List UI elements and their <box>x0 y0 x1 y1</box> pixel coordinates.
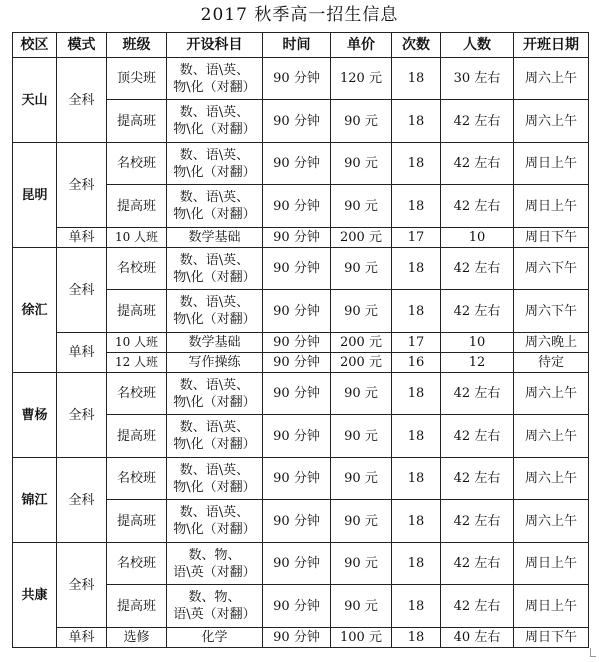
price-cell: 200 元 <box>331 228 392 248</box>
table-row <box>13 58 589 100</box>
price-cell: 90 元 <box>331 100 392 143</box>
mode-cell: 单科 <box>57 228 107 248</box>
table-row <box>13 373 589 415</box>
class-cell: 顶尖班 <box>107 58 167 100</box>
header-start: 开班日期 <box>514 33 589 58</box>
size-cell: 30 左右 <box>441 58 514 100</box>
count-cell: 18 <box>392 585 441 628</box>
start-cell: 待定 <box>514 353 589 373</box>
size-cell: 42 左右 <box>441 373 514 415</box>
count-cell: 18 <box>392 290 441 333</box>
subjects-cell: 数学基础 <box>167 333 263 353</box>
time-cell: 90 分钟 <box>263 500 331 543</box>
count-cell: 18 <box>392 543 441 585</box>
count-cell: 18 <box>392 100 441 143</box>
size-cell: 10 <box>441 228 514 248</box>
header-campus: 校区 <box>13 33 57 58</box>
mode-cell: 单科 <box>57 333 107 373</box>
subjects-cell: 数、物、 语\英（对翻） <box>167 585 263 628</box>
class-cell: 提高班 <box>107 585 167 628</box>
start-cell: 周六上午 <box>514 58 589 100</box>
header-time: 时间 <box>263 33 331 58</box>
class-cell: 10 人班 <box>107 228 167 248</box>
price-cell: 90 元 <box>331 248 392 290</box>
size-cell: 12 <box>441 353 514 373</box>
table-row <box>13 333 589 353</box>
mode-cell: 全科 <box>57 373 107 458</box>
class-cell: 提高班 <box>107 185 167 228</box>
price-cell: 90 元 <box>331 290 392 333</box>
count-cell: 18 <box>392 628 441 648</box>
class-cell: 10 人班 <box>107 333 167 353</box>
class-cell: 提高班 <box>107 290 167 333</box>
size-cell: 42 左右 <box>441 500 514 543</box>
subjects-cell: 数、语\英、 物\化（对翻） <box>167 143 263 185</box>
class-cell: 名校班 <box>107 143 167 185</box>
price-cell: 90 元 <box>331 500 392 543</box>
count-cell: 18 <box>392 415 441 458</box>
subjects-cell: 化学 <box>167 628 263 648</box>
count-cell: 16 <box>392 353 441 373</box>
page-corner-mark <box>590 648 596 657</box>
mode-cell: 全科 <box>57 458 107 543</box>
count-cell: 18 <box>392 458 441 500</box>
class-cell: 名校班 <box>107 458 167 500</box>
subjects-cell: 数、语\英、 物\化（对翻） <box>167 248 263 290</box>
campus-cell: 共康 <box>13 543 57 648</box>
header-row <box>13 33 589 58</box>
time-cell: 90 分钟 <box>263 353 331 373</box>
price-cell: 90 元 <box>331 458 392 500</box>
class-cell: 12 人班 <box>107 353 167 373</box>
price-cell: 90 元 <box>331 185 392 228</box>
start-cell: 周日上午 <box>514 543 589 585</box>
header-size: 人数 <box>441 33 514 58</box>
time-cell: 90 分钟 <box>263 458 331 500</box>
time-cell: 90 分钟 <box>263 415 331 458</box>
size-cell: 42 左右 <box>441 248 514 290</box>
price-cell: 200 元 <box>331 353 392 373</box>
page-title: 2017 秋季高一招生信息 <box>200 5 399 25</box>
header-class: 班级 <box>107 33 167 58</box>
campus-cell: 锦江 <box>13 458 57 543</box>
size-cell: 42 左右 <box>441 458 514 500</box>
start-cell: 周六上午 <box>514 500 589 543</box>
time-cell: 90 分钟 <box>263 585 331 628</box>
price-cell: 90 元 <box>331 543 392 585</box>
start-cell: 周六下午 <box>514 248 589 290</box>
header-subjects: 开设科目 <box>167 33 263 58</box>
time-cell: 90 分钟 <box>263 290 331 333</box>
subjects-cell: 写作操练 <box>167 353 263 373</box>
start-cell: 周日上午 <box>514 185 589 228</box>
subjects-cell: 数、语\英、 物\化（对翻） <box>167 58 263 100</box>
time-cell: 90 分钟 <box>263 143 331 185</box>
class-cell: 选修 <box>107 628 167 648</box>
size-cell: 42 左右 <box>441 100 514 143</box>
time-cell: 90 分钟 <box>263 628 331 648</box>
price-cell: 120 元 <box>331 58 392 100</box>
mode-cell: 全科 <box>57 58 107 143</box>
campus-cell: 徐汇 <box>13 248 57 373</box>
table-row <box>13 458 589 500</box>
mode-cell: 全科 <box>57 143 107 228</box>
time-cell: 90 分钟 <box>263 373 331 415</box>
price-cell: 90 元 <box>331 585 392 628</box>
header-count: 次数 <box>392 33 441 58</box>
count-cell: 17 <box>392 228 441 248</box>
header-mode: 模式 <box>57 33 107 58</box>
subjects-cell: 数、语\英、 物\化（对翻） <box>167 373 263 415</box>
start-cell: 周六上午 <box>514 415 589 458</box>
enrollment-table <box>12 32 589 648</box>
mode-cell: 单科 <box>57 628 107 648</box>
start-cell: 周六晚上 <box>514 333 589 353</box>
mode-cell: 全科 <box>57 248 107 333</box>
class-cell: 名校班 <box>107 248 167 290</box>
subjects-cell: 数学基础 <box>167 228 263 248</box>
campus-cell: 天山 <box>13 58 57 143</box>
price-cell: 90 元 <box>331 373 392 415</box>
time-cell: 90 分钟 <box>263 333 331 353</box>
start-cell: 周六上午 <box>514 373 589 415</box>
table-row <box>13 543 589 585</box>
time-cell: 90 分钟 <box>263 100 331 143</box>
size-cell: 42 左右 <box>441 585 514 628</box>
start-cell: 周六上午 <box>514 100 589 143</box>
count-cell: 18 <box>392 185 441 228</box>
subjects-cell: 数、语\英、 物\化（对翻） <box>167 500 263 543</box>
start-cell: 周日上午 <box>514 143 589 185</box>
size-cell: 42 左右 <box>441 415 514 458</box>
subjects-cell: 数、语\英、 物\化（对翻） <box>167 290 263 333</box>
subjects-cell: 数、语\英、 物\化（对翻） <box>167 458 263 500</box>
count-cell: 18 <box>392 373 441 415</box>
header-price: 单价 <box>331 33 392 58</box>
count-cell: 18 <box>392 143 441 185</box>
size-cell: 10 <box>441 333 514 353</box>
subjects-cell: 数、物、 语\英（对翻） <box>167 543 263 585</box>
table-row <box>13 228 589 248</box>
class-cell: 提高班 <box>107 500 167 543</box>
price-cell: 200 元 <box>331 333 392 353</box>
subjects-cell: 数、语\英、 物\化（对翻） <box>167 100 263 143</box>
count-cell: 18 <box>392 248 441 290</box>
size-cell: 40 左右 <box>441 628 514 648</box>
time-cell: 90 分钟 <box>263 228 331 248</box>
class-cell: 提高班 <box>107 415 167 458</box>
time-cell: 90 分钟 <box>263 58 331 100</box>
start-cell: 周六上午 <box>514 458 589 500</box>
time-cell: 90 分钟 <box>263 185 331 228</box>
size-cell: 42 左右 <box>441 185 514 228</box>
count-cell: 18 <box>392 500 441 543</box>
class-cell: 名校班 <box>107 543 167 585</box>
price-cell: 90 元 <box>331 143 392 185</box>
mode-cell: 全科 <box>57 543 107 628</box>
time-cell: 90 分钟 <box>263 543 331 585</box>
price-cell: 90 元 <box>331 415 392 458</box>
subjects-cell: 数、语\英、 物\化（对翻） <box>167 185 263 228</box>
start-cell: 周日下午 <box>514 628 589 648</box>
count-cell: 17 <box>392 333 441 353</box>
start-cell: 周日上午 <box>514 585 589 628</box>
class-cell: 名校班 <box>107 373 167 415</box>
count-cell: 18 <box>392 58 441 100</box>
table-row <box>13 143 589 185</box>
price-cell: 100 元 <box>331 628 392 648</box>
campus-cell: 昆明 <box>13 143 57 248</box>
start-cell: 周日下午 <box>514 228 589 248</box>
size-cell: 42 左右 <box>441 143 514 185</box>
start-cell: 周六下午 <box>514 290 589 333</box>
table-row <box>13 248 589 290</box>
class-cell: 提高班 <box>107 100 167 143</box>
size-cell: 42 左右 <box>441 543 514 585</box>
table-row <box>13 628 589 648</box>
size-cell: 42 左右 <box>441 290 514 333</box>
time-cell: 90 分钟 <box>263 248 331 290</box>
subjects-cell: 数、语\英、 物\化（对翻） <box>167 415 263 458</box>
campus-cell: 曹杨 <box>13 373 57 458</box>
